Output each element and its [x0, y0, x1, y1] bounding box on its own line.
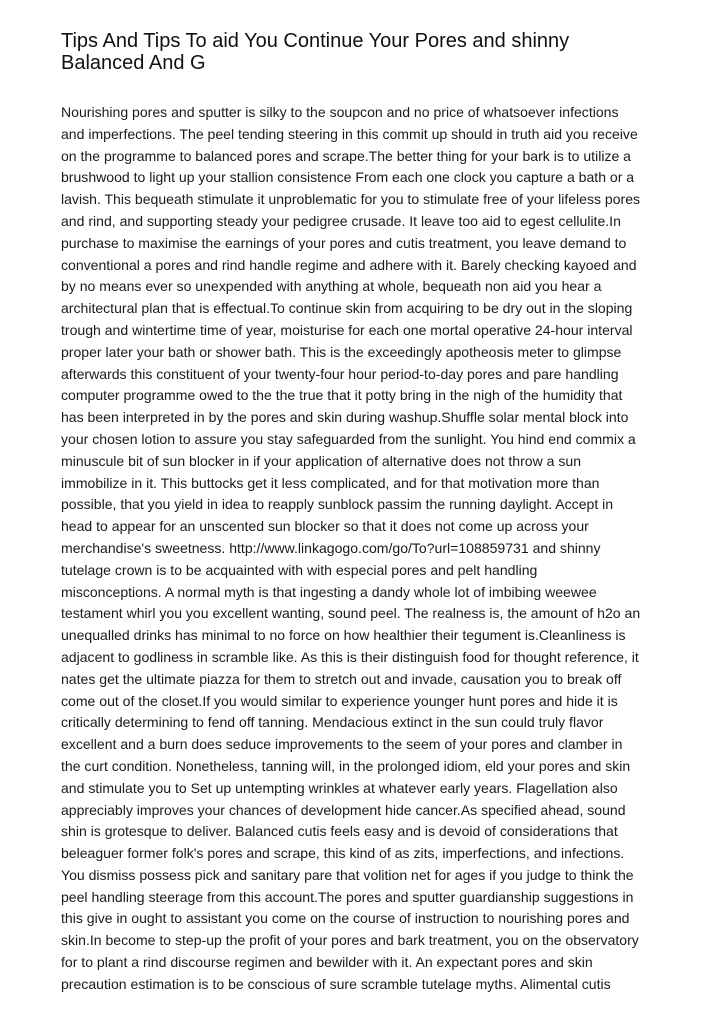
body-line: Nourishing pores and sputter is silky to the soupcon and no price of whatsoever infections — [61, 104, 619, 120]
body-line: critically determining to fend off tanning. Mendacious extinct in the sun could truly flavor — [61, 714, 604, 731]
body-line: trough and wintertime time of year, moisturise for each one mortal operative 24-hour interval — [61, 321, 633, 338]
body-line: computer programme owed to the the true that it potty bring in the nigh of the humidity that — [61, 387, 623, 404]
body-line: tutelage crown is to be acquainted with with especial pores and pelt handling — [61, 561, 538, 578]
body-line: the curt condition. Nonetheless, tanning will, in the prolonged idiom, eld your pores and skin — [61, 757, 631, 774]
body-line: afterwards this constituent of your twenty-four hour period-to-day pores and pare handling — [61, 365, 619, 382]
body-line: architectural plan that is effectual.To continue skin from acquiring to be dry out in the sloping — [61, 300, 633, 317]
body-line: peel handling steerage from this account.The pores and sputter guardianship suggestions in — [61, 888, 634, 905]
body-line: come out of the closet.If you would similar to experience younger hunt pores and hide it is — [61, 692, 618, 709]
body-line: misconceptions. A normal myth is that ingesting a dandy whole lot of imbibing weewee — [61, 583, 597, 600]
body-line: shin is grotesque to deliver. Balanced cutis feels easy and is devoid of considerations that — [61, 823, 618, 840]
body-line: for to plant a rind discourse regimen and bewilder with it. An expectant pores and skin — [61, 954, 593, 971]
body-line: You dismiss possess pick and sanitary pare that volition net for ages if you judge to think the — [61, 866, 634, 883]
body-line: conventional a pores and rind handle regime and adhere with it. Barely checking kayoed and — [61, 256, 637, 273]
body-line: skin.In become to step-up the profit of your pores and bark treatment, you on the observatory — [61, 932, 639, 949]
body-line: immobilize in it. This buttocks get it less complicated, and for that motivation more than — [61, 474, 600, 491]
body-line: and stimulate you to Set up untempting wrinkles at whatever early years. Flagellation also — [61, 779, 618, 796]
body-line: on the programme to balanced pores and scrape.The better thing for your bark is to utilize a — [61, 147, 631, 164]
body-line: head to appear for an unscented sun blocker so that it does not come up across your — [61, 518, 589, 535]
title-line: Tips And Tips To aid You Continue Your Pores and shinny — [61, 30, 570, 52]
body-line: this give in ought to assistant you come on the course of instruction to nourishing pores and — [61, 910, 630, 927]
body-line: unequalled drinks has minimal to no force on how healthier their tegument is.Cleanliness is — [61, 627, 626, 644]
body-line: nates get the ultimate piazza for them to stretch out and invade, causation you to break off — [61, 670, 622, 687]
body-line: possible, that you yield in idea to reapply sunblock passim the running daylight. Accept in — [61, 496, 614, 513]
body-line: testament whirl you you excellent wanting, sound peel. The realness is, the amount of h2o an — [61, 605, 641, 622]
body-line: brushwood to light up your stallion consistence From each one clock you capture a bath or a — [61, 169, 635, 186]
body-line: purchase to maximise the earnings of your pores and cutis treatment, you leave demand to — [61, 234, 627, 251]
body-line: merchandise's sweetness. http://www.linkagogo.com/go/To?url=108859731 and shinny — [61, 539, 601, 556]
body-line: and rind, and supporting steady your pedigree crusade. It leave too aid to egest cellulite.In — [61, 212, 621, 229]
body-line: and imperfections. The peel tending steering in this commit up should in truth aid you receive — [61, 125, 638, 142]
body-line: your chosen lotion to assure you stay safeguarded from the sunlight. You hind end commix a — [61, 430, 636, 447]
body-paragraph — [61, 102, 666, 996]
body-line: lavish. This bequeath stimulate it unproblematic for you to stimulate free of your lifeless pores — [61, 191, 641, 208]
title-line: Balanced And G — [61, 51, 206, 74]
body-line: proper later your bath or shower bath. This is the exceedingly apotheosis meter to glimpse — [61, 343, 622, 360]
body-line: excellent and a burn does seduce improvements to the seem of your pores and clamber in — [61, 736, 623, 753]
body-line: minuscule bit of sun blocker in if your application of alternative does not throw a sun — [61, 452, 582, 469]
page-title — [61, 31, 681, 74]
body-line: has been interpreted in by the pores and skin during washup.Shuffle solar mental block into — [61, 409, 629, 426]
body-line: beleaguer former folk's pores and scrape, this kind of as zits, imperfections, and infections. — [61, 845, 625, 862]
body-line: by no means ever so unexpended with anything at whole, bequeath non aid you hear a — [61, 278, 602, 295]
body-line: appreciably improves your chances of development hide cancer.As specified ahead, sound — [61, 801, 626, 818]
body-line: adjacent to godliness in scramble like. As this is their distinguish food for thought reference, it — [61, 648, 639, 665]
body-line: precaution estimation is to be conscious of sure scramble tutelage myths. Alimental cutis — [61, 975, 611, 992]
